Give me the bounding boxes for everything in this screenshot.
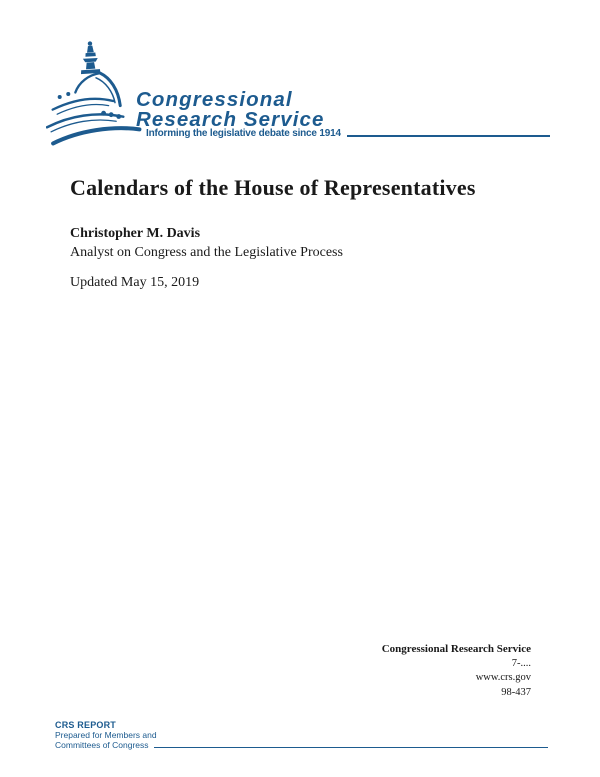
footer-prepared-line: Prepared for Members and [55,730,157,740]
publisher-phone: 7-.... [511,657,531,669]
masthead-tagline-row [146,128,550,139]
author-role: Analyst on Congress and the Legislative Process [70,245,343,260]
capitol-dome-icon [46,39,142,150]
crs-wordmark [136,90,325,129]
masthead-rule [347,135,550,137]
footer-rule [154,747,548,749]
report-title: Calendars of the House of Representatives [70,175,476,200]
updated-date: Updated May 15, 2019 [70,275,200,290]
wordmark-line1: Congressional [136,88,293,111]
logo-tagline: Informing the legislative debate since 1914 [146,128,341,139]
footer-committees-row [55,740,548,750]
author-name: Christopher M. Davis [70,226,201,241]
crs-report-label: CRS REPORT [55,720,117,730]
report-number: 98-437 [501,686,531,698]
publisher-website: www.crs.gov [475,672,531,684]
crs-report-footer [55,720,548,750]
footer-committees-line: Committees of Congress [55,740,149,750]
publication-info [382,642,531,700]
publisher-name: Congressional Research Service [381,643,531,655]
wordmark-line2: Research Service [136,107,325,131]
